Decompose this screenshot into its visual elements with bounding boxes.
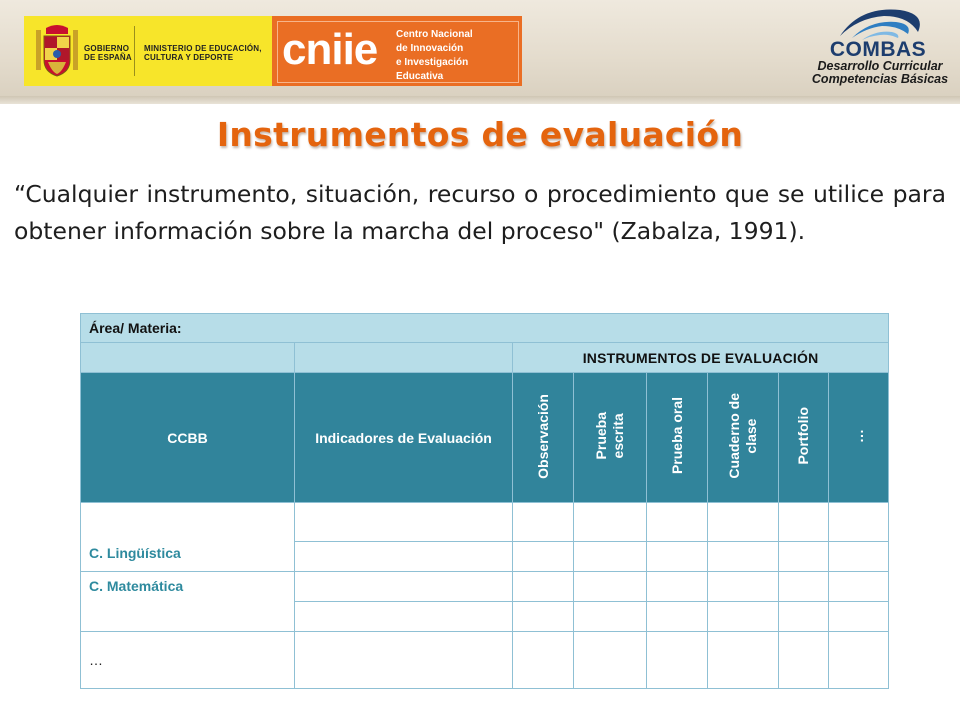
definition-quote: “Cualquier instrumento, situación, recurso o procedimiento que se utilice para obtener información sobre la marcha del proceso" (Zabalza, 1991).	[14, 180, 946, 245]
header-banner	[0, 0, 960, 104]
instrument-label: Observación	[534, 393, 551, 479]
table-cell[interactable]	[647, 632, 708, 689]
table-cell[interactable]	[295, 632, 513, 689]
table-cell[interactable]	[708, 602, 779, 632]
instrument-header-portfolio	[779, 373, 829, 503]
gobierno-logo	[24, 16, 272, 86]
indicadores-header: Indicadores de Evaluación	[295, 373, 513, 503]
instrument-header-cuaderno	[708, 373, 779, 503]
table-cell[interactable]	[647, 542, 708, 572]
instrumentos-header: INSTRUMENTOS DE EVALUACIÓN	[513, 343, 889, 373]
instrument-label: Portfolio	[795, 407, 811, 465]
instrument-label: …	[850, 429, 867, 443]
table-cell[interactable]	[779, 602, 829, 632]
instrument-label: Cuaderno de clase	[726, 393, 759, 479]
table-cell[interactable]	[295, 542, 513, 572]
table-cell[interactable]	[708, 632, 779, 689]
competencia-matematica: C. Matemática	[81, 572, 295, 632]
table-cell[interactable]	[829, 503, 889, 542]
table-cell[interactable]	[647, 572, 708, 602]
combas-subtitle-2: Competencias Básicas	[811, 72, 949, 86]
table-cell[interactable]	[708, 503, 779, 542]
logo-divider	[134, 26, 135, 76]
table-cell[interactable]	[829, 632, 889, 689]
competencia-more: …	[81, 632, 295, 689]
instrument-header-prueba-oral	[647, 373, 708, 503]
area-materia-label: Área/ Materia:	[81, 314, 889, 343]
ccbb-header: CCBB	[81, 373, 295, 503]
evaluation-table	[80, 313, 889, 689]
table-cell	[295, 343, 513, 373]
competencia-linguistica: C. Lingüística	[81, 503, 295, 572]
table-cell[interactable]	[574, 632, 647, 689]
instrument-header-more	[829, 373, 889, 503]
column-header-row	[81, 373, 889, 503]
table-cell[interactable]	[647, 503, 708, 542]
table-cell[interactable]	[513, 572, 574, 602]
combas-subtitle-1: Desarrollo Curricular	[817, 59, 943, 73]
table-cell[interactable]	[829, 602, 889, 632]
table-cell[interactable]	[513, 542, 574, 572]
table-cell[interactable]	[574, 503, 647, 542]
table-cell[interactable]	[574, 602, 647, 632]
table-cell[interactable]	[829, 542, 889, 572]
table-row	[81, 503, 889, 542]
ministerio-label: MINISTERIO DE EDUCACIÓN, CULTURA Y DEPORTE	[144, 44, 262, 62]
table-cell[interactable]	[779, 542, 829, 572]
table-cell[interactable]	[513, 503, 574, 542]
instrumentos-row	[81, 343, 889, 373]
combas-title: COMBAS	[829, 38, 927, 61]
coat-of-arms-icon	[34, 24, 80, 80]
table-cell[interactable]	[295, 572, 513, 602]
instrument-header-observacion	[513, 373, 574, 503]
page-title: Instrumentos de evaluación	[216, 115, 744, 154]
instrument-label: Prueba oral	[668, 397, 685, 475]
instrument-label: Prueba escrita	[593, 412, 626, 460]
table-cell[interactable]	[708, 572, 779, 602]
table-cell[interactable]	[708, 542, 779, 572]
cniie-name-line: Centro Nacional	[396, 29, 473, 40]
table-cell[interactable]	[829, 572, 889, 602]
cniie-logo	[272, 16, 522, 86]
area-row	[81, 314, 889, 343]
table-cell[interactable]	[779, 503, 829, 542]
table-cell[interactable]	[574, 542, 647, 572]
cniie-name-line: e Investigación Educativa	[396, 57, 469, 82]
table-cell[interactable]	[513, 602, 574, 632]
table-cell[interactable]	[779, 632, 829, 689]
combas-logo	[800, 2, 960, 102]
table-cell[interactable]	[295, 602, 513, 632]
table-cell	[81, 343, 295, 373]
cniie-wordmark: cniie	[282, 25, 378, 74]
table-cell[interactable]	[574, 572, 647, 602]
table-cell[interactable]	[647, 602, 708, 632]
banner-edge	[0, 96, 960, 104]
instrument-header-prueba-escrita	[574, 373, 647, 503]
cniie-fullname	[396, 28, 514, 84]
gobierno-label: GOBIERNO DE ESPAÑA	[84, 44, 132, 62]
table-cell[interactable]	[779, 572, 829, 602]
table-cell[interactable]	[513, 632, 574, 689]
table-cell[interactable]	[295, 503, 513, 542]
cniie-name-line: de Innovación	[396, 43, 464, 54]
table-row	[81, 572, 889, 602]
table-row	[81, 632, 889, 689]
